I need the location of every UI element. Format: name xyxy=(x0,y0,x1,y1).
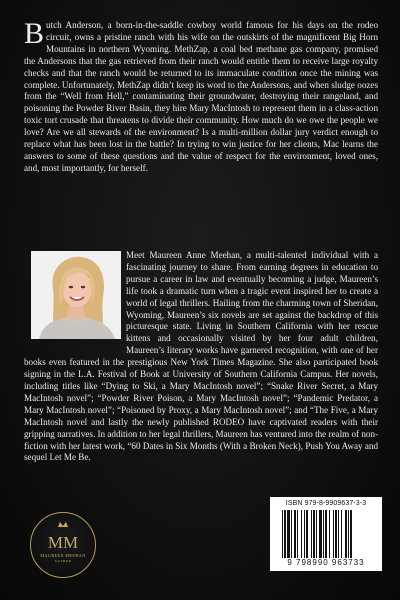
logo-name: MAUREEN MEEHAN xyxy=(40,553,86,558)
author-bio-paragraph xyxy=(24,250,378,464)
logo-monogram: MM xyxy=(47,533,79,552)
barcode-graphic xyxy=(282,510,370,558)
barcode-number: 9 798990 963733 xyxy=(287,558,365,567)
author-logo xyxy=(30,512,96,578)
logo-tagline: AUTHOR xyxy=(54,559,72,563)
barcode-block xyxy=(270,497,382,571)
drop-cap: B xyxy=(24,17,45,50)
synopsis-text: utch Anderson, a born-in-the-saddle cowboy world famous for his days on the rodeo circuit, owns a pristine ranch with his wife on the outskirts of the magnificent Big Horn Mountains in northern Wyoming. MethZap, a coal bed methane gas company, promised the Andersons that the gas retrieved from their ranch would entitle them to receive large royalty checks and that the ranch would be returned to its immaculate condition once the mining was complete. Unfortunately, MethZap didn’t keep its word to the Andersons, and when sludge oozes from the “Well from Hell,” contaminating their groundwater, destroying their rangeland, and poisoning the Powder River Basin, they hire Mary MacIntosh to represent them in a class-action toxic tort crusade that threatens to divide their community. How much do we owe the people we love? Are we all stewards of the environment? Is a multi-million dollar jury verdict enough to replace what has been lost in the battle? In trying to win justice for her clients, Mac learns the answers to some of these questions and the value of respect for the environment, loved ones, and, most importantly, for herself. xyxy=(24,20,378,173)
isbn-label: ISBN 979-8-9909637-3-3 xyxy=(285,500,367,507)
synopsis-paragraph xyxy=(24,17,378,175)
author-bio-text: Meet Maureen Anne Meehan, a multi-talented individual with a fascinating journey to share. From earning degrees in education to pursue a career in law and eventually becoming a judge, Maureen’s life took a dramatic turn when a tragic event inspired her to create a world of legal thrillers. Hailing from the charming town of Sheridan, Wyoming, Maureen’s six novels are set against the backdrop of this picturesque state. Living in Southern California with her rescue kittens and occasionally visited by her four adult children, Maureen’s literary works have garnered recognition, with one of her books even featured in the prestigious New York Times Magazine. She also participated book signing in the L.A. Festival of Book at University of Southern California Campus. Her novels, including titles like “Dying to Ski, a Mary MacIntosh novel”; “Snake River Secret, a Mary MacIntosh novel”; “Powder River Poison, a Mary MacIntosh novel”; “Pandemic Predator, a Mary MacIntosh novel”; “Poisoned by Proxy, a Mary MacIntosh novel”; and “The Five, a Mary MacIntosh novel and lastly the newly published RODEO have captivated readers with their gripping narratives. In addition to her legal thrillers, Maureen has ventured into the realm of non-fiction with her latest work, “60 Dates in Six Months (With a Broken Neck), Push You Away and sequel Let Me Be. xyxy=(24,250,378,463)
